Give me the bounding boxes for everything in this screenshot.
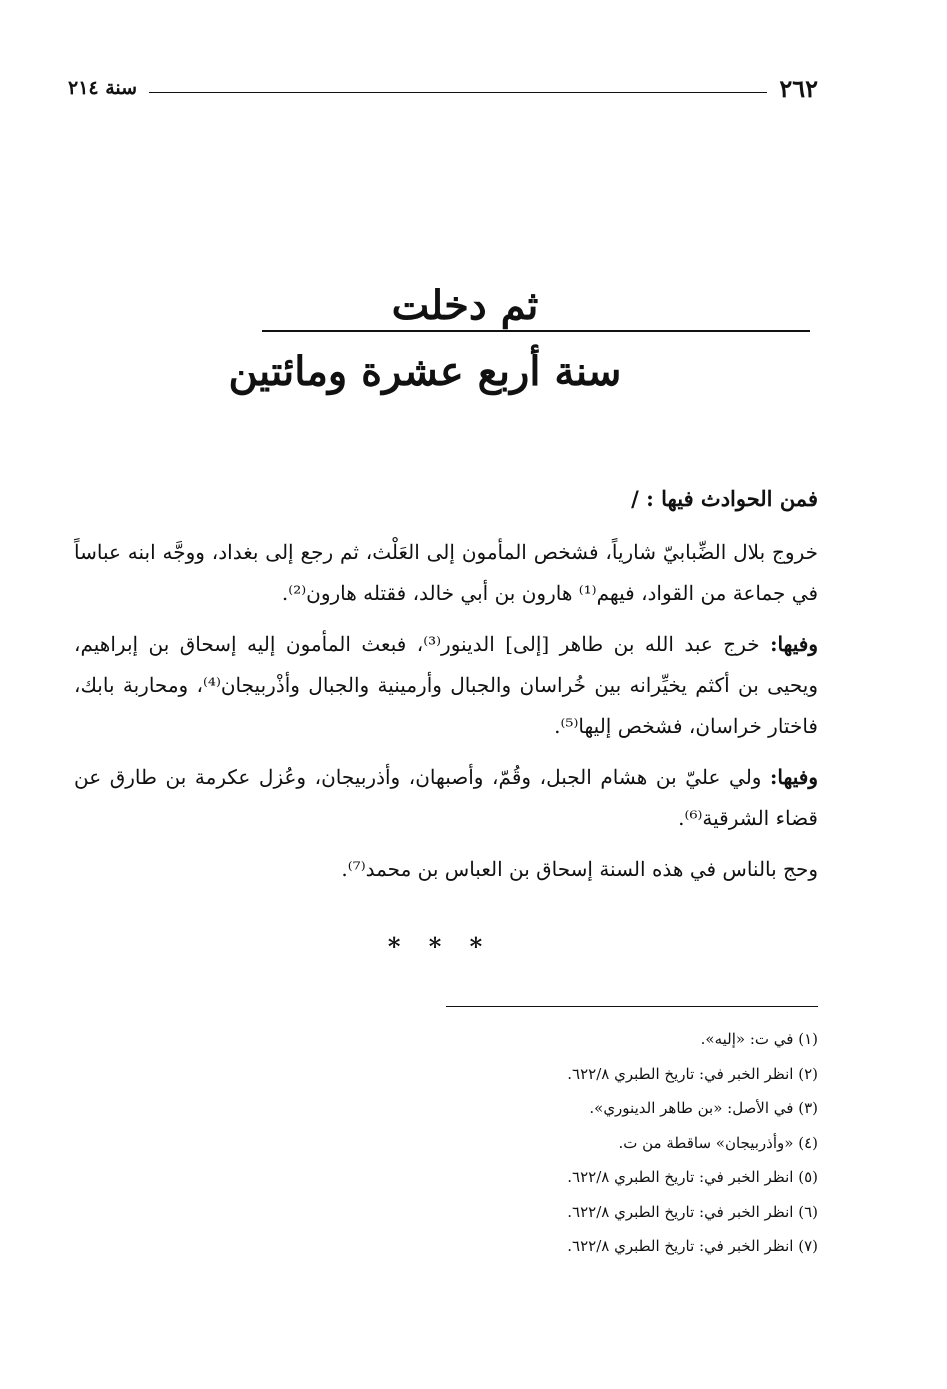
paragraph-text: ولي عليّ بن هشام الجبل، وقُمّ، وأصبهان، وأذربيجان، وعُزل عكرمة بن طارق عن قضاء الشرقية⁽⁶⁾.: [74, 765, 818, 830]
paragraph-text: وحج بالناس في هذه السنة إسحاق بن العباس بن محمد⁽⁷⁾.: [341, 857, 818, 881]
footnote-2: (٢) انظر الخبر في: تاريخ الطبري ٦٢٢/٨.: [567, 1064, 818, 1083]
paragraph-1: [74, 532, 818, 614]
running-header: [68, 72, 818, 104]
footnote-6: (٦) انظر الخبر في: تاريخ الطبري ٦٢٢/٨.: [567, 1202, 818, 1221]
paragraph-text: خروج بلال الضِّبابيّ شارياً، فشخص المأمون إلى العَلْث، ثم رجع إلى بغداد، ووجَّه ابنه عباساً في جماعة من القواد، فيهم⁽¹⁾ هارون بن أبي خالد، فقتله هارون⁽²⁾.: [74, 540, 818, 605]
main-text: [74, 482, 818, 900]
footnote-4: (٤) «وأذربيجان» ساقطة من ت.: [618, 1133, 818, 1152]
section-heading-line2: سنة أربع عشرة ومائتين: [228, 348, 622, 395]
paragraph-3: [74, 757, 818, 839]
footnote-3: (٣) في الأصل: «بن طاهر الدينوري».: [589, 1099, 818, 1117]
paragraph-lead: وفيها:: [770, 765, 818, 789]
header-rule: [149, 92, 767, 93]
footnotes-list: [446, 1022, 818, 1264]
paragraph-lead: وفيها:: [770, 632, 819, 656]
heading-rule: [262, 330, 810, 332]
intro-line: فمن الحوادث فيها : /: [631, 486, 818, 511]
paragraph-4: [74, 849, 818, 890]
footnote-1: (١) في ت: «إليه».: [700, 1030, 818, 1048]
page-number: ٢٦٢: [779, 73, 818, 103]
section-heading-line1: ثم دخلت: [391, 282, 539, 329]
section-separator: * * *: [387, 932, 493, 961]
running-title: سنة ٢١٤: [68, 77, 138, 99]
footnote-5: (٥) انظر الخبر في: تاريخ الطبري ٦٢٢/٨.: [567, 1168, 818, 1186]
paragraph-text: خرج عبد الله بن طاهر [إلى] الدينور⁽³⁾، فبعث المأمون إليه إسحاق بن إبراهيم، ويحيى بن أكثم يخيِّرانه بين خُراسان والجبال وأرمينية والجبال وأذْربيجان⁽⁴⁾، ومحاربة بابك، فاختار خراسان، فشخص إليها⁽⁵⁾.: [74, 632, 818, 738]
footnote-rule: [446, 1006, 818, 1007]
footnote-7: (٧) انظر الخبر في: تاريخ الطبري ٦٢٢/٨.: [567, 1237, 818, 1255]
paragraph-2: [74, 624, 818, 747]
